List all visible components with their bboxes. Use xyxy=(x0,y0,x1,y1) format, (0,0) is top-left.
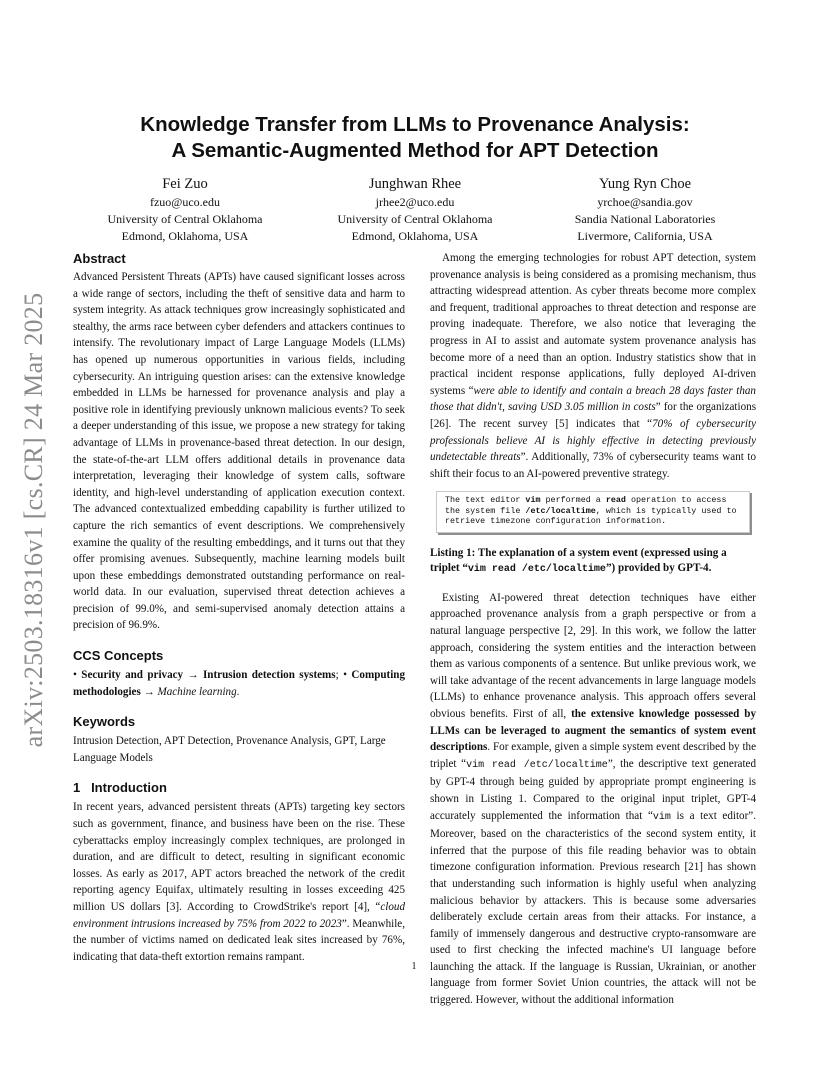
author-affiliation: University of Central Oklahoma xyxy=(107,212,263,226)
author-email: jrhee2@uco.edu xyxy=(375,195,455,209)
ccs-concept: Machine learning xyxy=(157,685,237,698)
ccs-end: . xyxy=(236,685,240,698)
title-line-2: A Semantic-Augmented Method for APT Detection xyxy=(171,139,659,162)
paragraph-3: Existing AI-powered threat detection techniques have either approached provenance analysis from a graph perspective or from a natural language perspective [2, 29]. In this work, we follow the latter approach, considering the system entities and the interaction between them as various components of a sentence. But unlike previous work, we will take advantage of the recent advancements in large language models (LLMs) to enhance provenance analysis. This approach offers several obvious benefits. First of all, the extensive knowledge possessed by LLMs can be leveraged to augment the semantics of system event descriptions. For example, given a simple system event described by the triplet “vim read /etc/localtime”, the descriptive text generated by GPT-4 through being guided by appropriate prompt engineering is shown in Listing 1. Compared to the original input triplet, GPT-4 accurately supplemented the information that “vim is a text editor”. Moreover, based on the characteristics of the second system entity, it inferred that the purpose of this file reading behavior was to obtain timezone configuration information. Previous research [21] has shown that understanding such information is highly useful when analyzing malicious behavior by attackers. This is because some adversaries deliberately exclude certain areas from their attacks. For instance, a family of immensely dangerous and destructive crypto-ransomware are used to first checking the infected machine's UI language before launching the attack. If the language is Russian, Ukrainian, or another language from former Soviet Union countries, the attack will not be triggered. However, without the additional information xyxy=(430,591,757,1007)
author-affiliation: Sandia National Laboratories xyxy=(574,212,716,226)
ccs-concept: Intrusion detection systems xyxy=(202,669,336,682)
quote-italic: were able to identify and contain a breach 28 days faster than those that didn't, saving USD 3.05 million in costs xyxy=(430,384,756,414)
abstract-text: Advanced Persistent Threats (APTs) have caused significant losses across a wide range of sectors, including the theft of sensitive data and harm to system integrity. As attack techniques grow increasingly sophisticated and stealthy, the arms race between cyber defenders and attackers continues to intensify. The revolutionary impact of Large Language Models (LLMs) has opened up numerous opportunities in various fields, including cybersecurity. An intriguing question arises: can the extensive knowledge embedded in LLMs be harnessed for provenance analysis and play a positive role in identifying previously unknown malicious events? To seek a deeper understanding of this issue, we propose a new strategy for taking advantage of LLMs in provenance-based threat detection. In our design, the state-of-the-art LLM offers additional details in provenance data interpretation, leveraging their knowledge of system calls, software identity, and high-level understanding of application execution context. The advanced contextualized embedding capability is further utilized to capture the rich semantics of event descriptions. We comprehensively examine the quality of the resulting embeddings, and it turns out that they offer promising avenues. Subsequently, machine learning models built upon these embeddings demonstrated outstanding performance on real-world data. In our evaluation, supervised threat detection achieves a precision of 99.0%, and semi-supervised anomaly detection attains a precision of 96.9%. xyxy=(73,271,405,632)
ccs-separator: ; xyxy=(335,669,339,682)
author-name: Yung Ryn Choe xyxy=(598,176,692,192)
keywords-heading: Keywords xyxy=(73,714,136,730)
ccs-bullet: • xyxy=(343,669,347,682)
title-line-1: Knowledge Transfer from LLMs to Provenance Analysis: xyxy=(140,113,690,136)
right-column xyxy=(430,250,756,1009)
ccs-text xyxy=(73,667,405,700)
ccs-concept: Security and privacy xyxy=(81,669,184,682)
intro-paragraph-1: In recent years, advanced persistent threats (APTs) targeting key sectors such as government, finance, and business have been on the rise. These cyberattacks employ increasingly complex techniques, are prolonged in duration, and are difficult to detect, resulting in significant economic losses. As early as 2017, APT actors breached the network of the credit reporting agency Equifax, ultimately resulting in losses exceeding 425 million US dollars [3]. According to CrowdStrike's report [4], “cloud environment intrusions increased by 75% from 2022 to 2023”. Meanwhile, the number of victims named on dedicated leak sites increased by 76%, indicating that data-theft extortion remains rampant. xyxy=(73,801,405,963)
intro-paragraph-2: Among the emerging technologies for robust APT detection, system provenance analysis is being considered as a promising mechanism, thus attracting widespread attention. As cyber threats become more complex and frequent, traditional approaches to threat detection and response are proving inadequate. Therefore, we also notice that leveraging the progress in AI to assist and automate system provenance analysis has become more of a need than an option. Industry statistics show that in practical incident response applications, fully deployed AI-driven systems “were able to identify and contain a breach 28 days faster than those that didn't, saving USD 3.05 million in costs” for the organizations [26]. The recent survey [5] indicates that “70% of cybersecurity professionals believe AI is highly effective in detecting previously undetectable threats”. Additionally, 73% of cybersecurity teams want to shift their focus to an AI-powered preventive strategy. xyxy=(430,252,757,480)
ccs-heading: CCS Concepts xyxy=(73,648,164,664)
author-block xyxy=(70,174,760,244)
ccs-arrow: → xyxy=(143,685,155,698)
author-location: Edmond, Oklahoma, USA xyxy=(121,229,249,243)
author-name: Fei Zuo xyxy=(162,176,208,192)
bold-claim: the extensive knowledge possessed by LLMs can be leveraged to augment the semantics of system event descriptions xyxy=(430,707,756,754)
author-location: Edmond, Oklahoma, USA xyxy=(351,229,479,243)
arxiv-stamp xyxy=(14,280,54,760)
left-column xyxy=(73,250,405,965)
listing-box: The text editor vim performed a read operation to access the system file /etc/localtime, which is typically used to retrieve timezone configuration information. xyxy=(436,491,750,533)
author-2 xyxy=(300,174,530,245)
author-3 xyxy=(530,174,760,245)
author-affiliation: University of Central Oklahoma xyxy=(337,212,493,226)
author-location: Livermore, California, USA xyxy=(577,229,713,243)
author-email: yrchoe@sandia.gov xyxy=(597,195,693,209)
author-email: fzuo@uco.edu xyxy=(149,195,221,209)
ccs-concept: Computing methodologies xyxy=(73,669,406,698)
quote-italic: 70% of cybersecurity professionals believe AI is highly effective in detecting previously undetectable threats xyxy=(430,417,757,464)
listing-caption: Listing 1: The explanation of a system event (expressed using a triplet “vim read /etc/localtime”) provided by GPT-4. xyxy=(430,546,727,576)
ccs-arrow: → xyxy=(187,669,199,682)
author-name: Junghwan Rhee xyxy=(368,176,462,192)
author-1 xyxy=(70,174,300,245)
arxiv-stamp-text: arXiv:2503.18316v1 [cs.CR] 24 Mar 2025 xyxy=(19,292,48,748)
keywords-text: Intrusion Detection, APT Detection, Provenance Analysis, GPT, Large Language Models xyxy=(73,735,386,764)
quote-italic: cloud environment intrusions increased by 75% from 2022 to 2023 xyxy=(73,901,405,930)
paper-title xyxy=(70,112,760,164)
abstract-heading: Abstract xyxy=(73,251,126,266)
intro-heading: 1 Introduction xyxy=(73,780,167,796)
ccs-bullet: • xyxy=(73,669,77,682)
page-number: 1 xyxy=(411,961,417,972)
